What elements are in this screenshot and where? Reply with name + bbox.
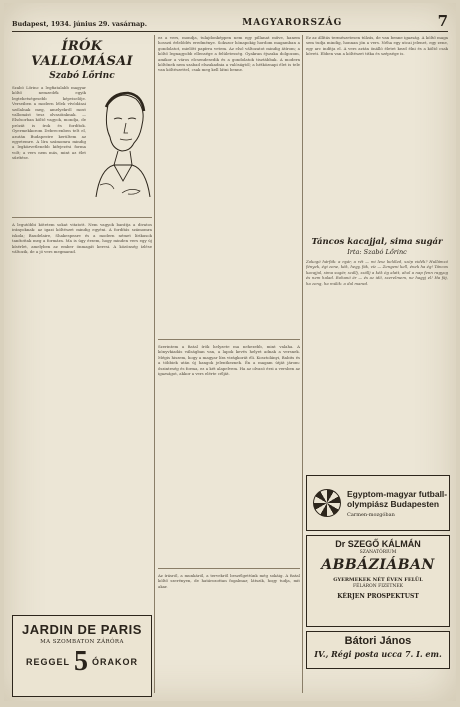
ad-offer: GYERMEKEK NÉT ÉVEN FELÜL <box>333 577 423 583</box>
football-olympiad-ad <box>306 475 450 531</box>
article-body: Ez az állítás természetesen túlzás, de van benne igazság. A költő maga sem tudja mindig, honnan jön a vers. Néha egy utcai jelenet, egy zene, egy arc indítja el. A vers aztán önálló életet kezd élni és a költő csak követi. Ebben van a költészet titka és szépsége is. <box>306 35 448 57</box>
bator-janos-ad <box>306 631 450 669</box>
poem-title: Táncos kacajjal, sima sugár <box>311 237 443 247</box>
ad-offer-2: FÉLÁRON FIZETNEK <box>353 584 403 589</box>
ad-line-1: Egyptom-magyar futball- <box>347 488 448 499</box>
ad-left-word: REGGEL <box>25 657 70 667</box>
ad-type: SZANATÓRIUM <box>359 550 397 555</box>
divider <box>12 217 152 218</box>
football-icon <box>313 489 341 517</box>
article-body: ez a vers, mondja, tulajdonképpen nem egy pillanat műve, hanem hosszú érlelődés eredménye. Sokszor hónapokig hordom magamban a gondolatot, mielőtt papírra vetem. Az első változatot mindig átírom; a költő legnagyobb ellensége a felületesség. Gyakran éjszaka dolgozom, amikor a város elcsendesedik és a gondolatok tisztábbak. A modern költőnek nem szabad elszakadnia a valóságtól; a hétköznapi élet is tele van költészettel, csak meg kell látni benne. <box>158 35 300 73</box>
ad-time-row <box>13 646 151 677</box>
newspaper-page <box>4 3 456 701</box>
ad-title: JARDIN DE PARIS <box>22 622 142 637</box>
ad-extra: KÉRJEN PROSPEKTUST <box>337 593 419 600</box>
column-rule <box>154 35 155 693</box>
ad-subtitle: MA SZOMBATON ZÁRÓRA <box>40 639 124 645</box>
article-headline: ÍRÓK VALLOMÁSAI <box>31 39 133 69</box>
jardin-de-paris-ad <box>12 615 152 697</box>
sanatorium-ad <box>306 535 450 627</box>
article-body-continued: Szerintem a fiatal írók helyzete ma nehezebb, mint valaha. A könyvkiadás válságban van, a lapok kevés helyet adnak a versnek. Mégis hiszem, hogy a magyar líra virágkorát éli. Kosztolányi, Babits és a többiek után új hangok jelentkeznek. Én a magam útját járom: őszinteség és forma, ez a két alapelvem. Ha az olvasó érzi a versben az igazságot, akkor a vers elérte célját. <box>158 344 300 377</box>
ad-name: Bátori János <box>344 635 412 647</box>
ad-line-3: Carmen-mozgóban <box>347 511 395 518</box>
issue-date: Budapest, 1934. június 29. vasárnap. <box>12 20 147 28</box>
paper-name: MAGYARORSZÁG <box>242 18 343 28</box>
ad-right-word: ÓRAKOR <box>92 657 138 667</box>
column-rule <box>302 35 303 693</box>
page-number: 7 <box>437 12 448 30</box>
article-closing: Az írásról, a munkáról, a tervekről beszélgettünk még sokáig. A fiatal költő szerényen, de határozottan fogalmaz; látszik, hogy tudja, mit akar. <box>158 573 300 589</box>
ad-name: Dr SZEGŐ KÁLMÁN <box>335 539 421 549</box>
ad-place: ABBÁZIÁBAN <box>321 557 435 573</box>
ad-hour-number: 5 <box>74 646 88 677</box>
ad-address: IV., Régi posta ucca 7. I. em. <box>314 649 442 659</box>
ad-line-2: olympiász Budapesten <box>347 498 440 509</box>
poem-author: Irta: Szabó Lőrinc <box>347 248 407 256</box>
poem-text: Zokogó hárfák: a nyár, a rét — mi lesz belőled, szép vidék? Hullámzó fények, égi zene, kék, hegy, fák, víz — Zengeni kell, ének ha ég! Táncos kacajjal, sima sugár, szállj, szállj a kék ég alatt, ahol a nap fenn ragyog és nem halad. Rohanó ár — és az idő, szerelmem, ne hagyj el! Ha fáj, ha zeng, ha múlik: a dal marad. <box>306 259 448 286</box>
article-author: Szabó Lőrinc <box>49 71 115 81</box>
masthead <box>12 9 448 32</box>
column-2 <box>158 35 300 683</box>
divider <box>158 339 300 340</box>
column-3 <box>306 35 448 435</box>
article-body: Szabó Lőrinc a legfiatalabb magyar költő nemzedék egyik legtehetségesebb képviselője. Verseiben a modern lélek vívódásai szólalnak meg, amelyekről most vallomást tesz olvasóinknak. — Elsősorban költő vagyok, mondja, de prózát is írok és fordítok. Gyermekkorom Debrecenben telt el, azután Budapestre kerültem az egyetemre. A líra számomra mindig a legközvetlenebb kifejezési forma volt; a vers nem más, mint az élet sűrítése. <box>12 85 86 161</box>
portrait-sketch <box>90 85 152 197</box>
column-1 <box>12 35 152 506</box>
divider <box>158 568 300 569</box>
article-body-continued: A legutóbbi kötetem sokat vitatott. Nem vagyok barátja a divatos irányoknak: az igazi költészet mindig egyéni. A fordítás számomra iskola; Baudelaire, Shakespeare és a modern német lírikusok tanítottak meg a formára. Ma is úgy érzem, hogy minden vers egy új kísérlet, amelyben az ember önmagát keresi. A közönség ízlése változik, de a jó vers megmarad. <box>12 222 152 255</box>
